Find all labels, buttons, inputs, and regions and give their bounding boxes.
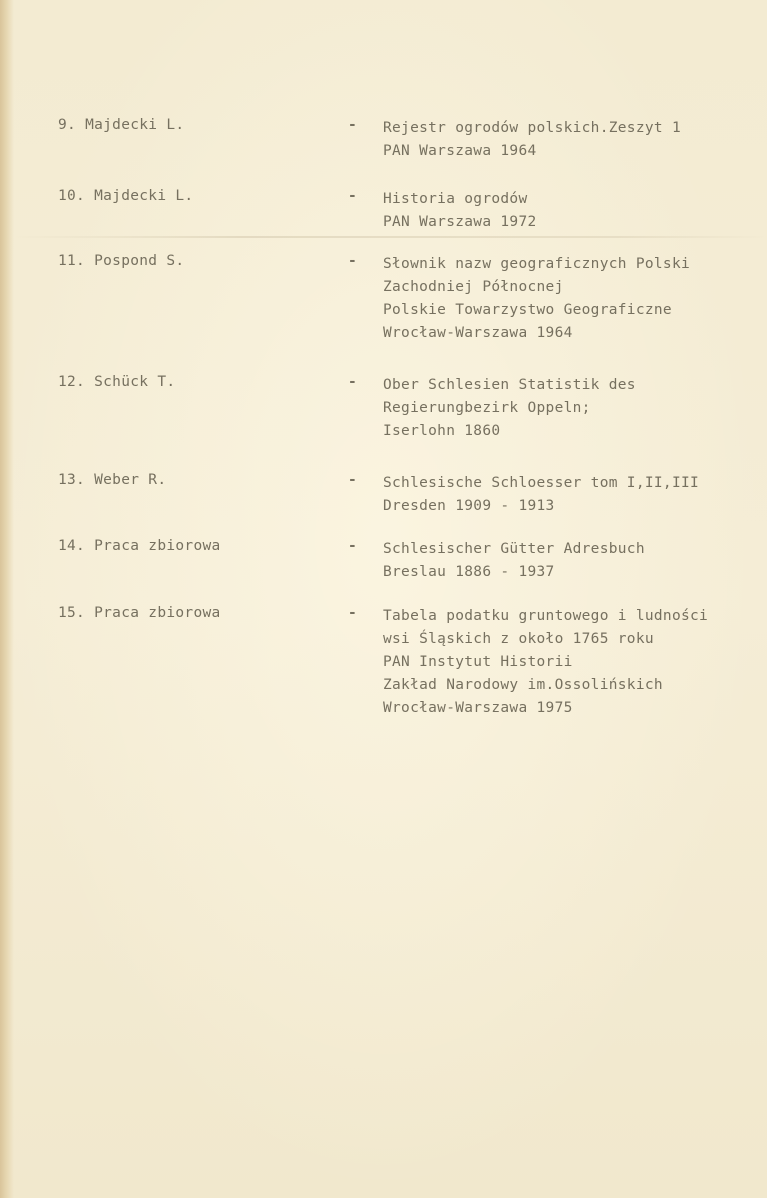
entry-number-author <box>58 605 221 621</box>
entry-number-author <box>58 253 184 269</box>
entry-line: Zachodniej Północnej <box>383 279 564 295</box>
entry-number-author <box>58 374 175 390</box>
entry-author: Majdecki L. <box>94 188 194 204</box>
entry-line: Schlesischer Gütter Adresbuch <box>383 541 645 557</box>
entry-line: Słownik nazw geograficznych Polski <box>383 256 691 272</box>
entry-line: Wrocław-Warszawa 1964 <box>383 325 573 341</box>
entry-number-author <box>58 117 184 133</box>
entry-description <box>383 472 763 518</box>
entry-description <box>383 253 763 345</box>
entry-number: 15. <box>58 605 86 621</box>
entry-author: Pospond S. <box>94 253 185 269</box>
entry-description <box>383 605 763 720</box>
entry-line: Schlesische Schloesser tom I,II,III <box>383 475 700 491</box>
entry-number-author <box>58 472 166 488</box>
entry-dash: - <box>348 188 357 204</box>
entry-line: Breslau 1886 - 1937 <box>383 564 555 580</box>
entry-line: wsi Śląskich z około 1765 roku <box>383 631 654 647</box>
entry-line: Iserlohn 1860 <box>383 423 501 439</box>
entry-line: Polskie Towarzystwo Geograficzne <box>383 302 672 318</box>
entry-line: PAN Instytut Historii <box>383 654 573 670</box>
entry-line: Zakład Narodowy im.Ossolińskich <box>383 677 663 693</box>
entry-dash: - <box>348 117 357 133</box>
entry-line: PAN Warszawa 1972 <box>383 214 537 230</box>
entry-number-author <box>58 188 193 204</box>
entry-number: 13. <box>58 472 86 488</box>
entry-description <box>383 188 763 234</box>
entry-line: Rejestr ogrodów polskich.Zeszyt 1 <box>383 120 681 136</box>
entry-number: 14. <box>58 538 86 554</box>
entry-line: Wrocław-Warszawa 1975 <box>383 700 573 716</box>
entry-dash: - <box>348 605 357 621</box>
entry-description <box>383 374 763 443</box>
page-binding-edge <box>0 0 14 1198</box>
entry-author: Praca zbiorowa <box>94 605 221 621</box>
entry-number: 10. <box>58 188 86 204</box>
entry-dash: - <box>348 253 357 269</box>
entry-author: Schück T. <box>94 374 176 390</box>
entry-line: Dresden 1909 - 1913 <box>383 498 555 514</box>
entry-number-author <box>58 538 221 554</box>
entry-line: PAN Warszawa 1964 <box>383 143 537 159</box>
entry-line: Ober Schlesien Statistik des <box>383 377 636 393</box>
entry-dash: - <box>348 538 357 554</box>
page-fold-line <box>14 236 767 238</box>
entry-line: Historia ogrodów <box>383 191 528 207</box>
entry-number: 12. <box>58 374 86 390</box>
entry-author: Weber R. <box>94 472 167 488</box>
entry-dash: - <box>348 374 357 390</box>
entry-number: 9. <box>58 117 77 133</box>
entry-description <box>383 117 763 163</box>
entry-line: Tabela podatku gruntowego i ludności <box>383 608 709 624</box>
entry-line: Regierungbezirk Oppeln; <box>383 400 591 416</box>
entry-author: Majdecki L. <box>85 117 185 133</box>
entry-number: 11. <box>58 253 86 269</box>
entry-author: Praca zbiorowa <box>94 538 221 554</box>
entry-description <box>383 538 763 584</box>
entry-dash: - <box>348 472 357 488</box>
